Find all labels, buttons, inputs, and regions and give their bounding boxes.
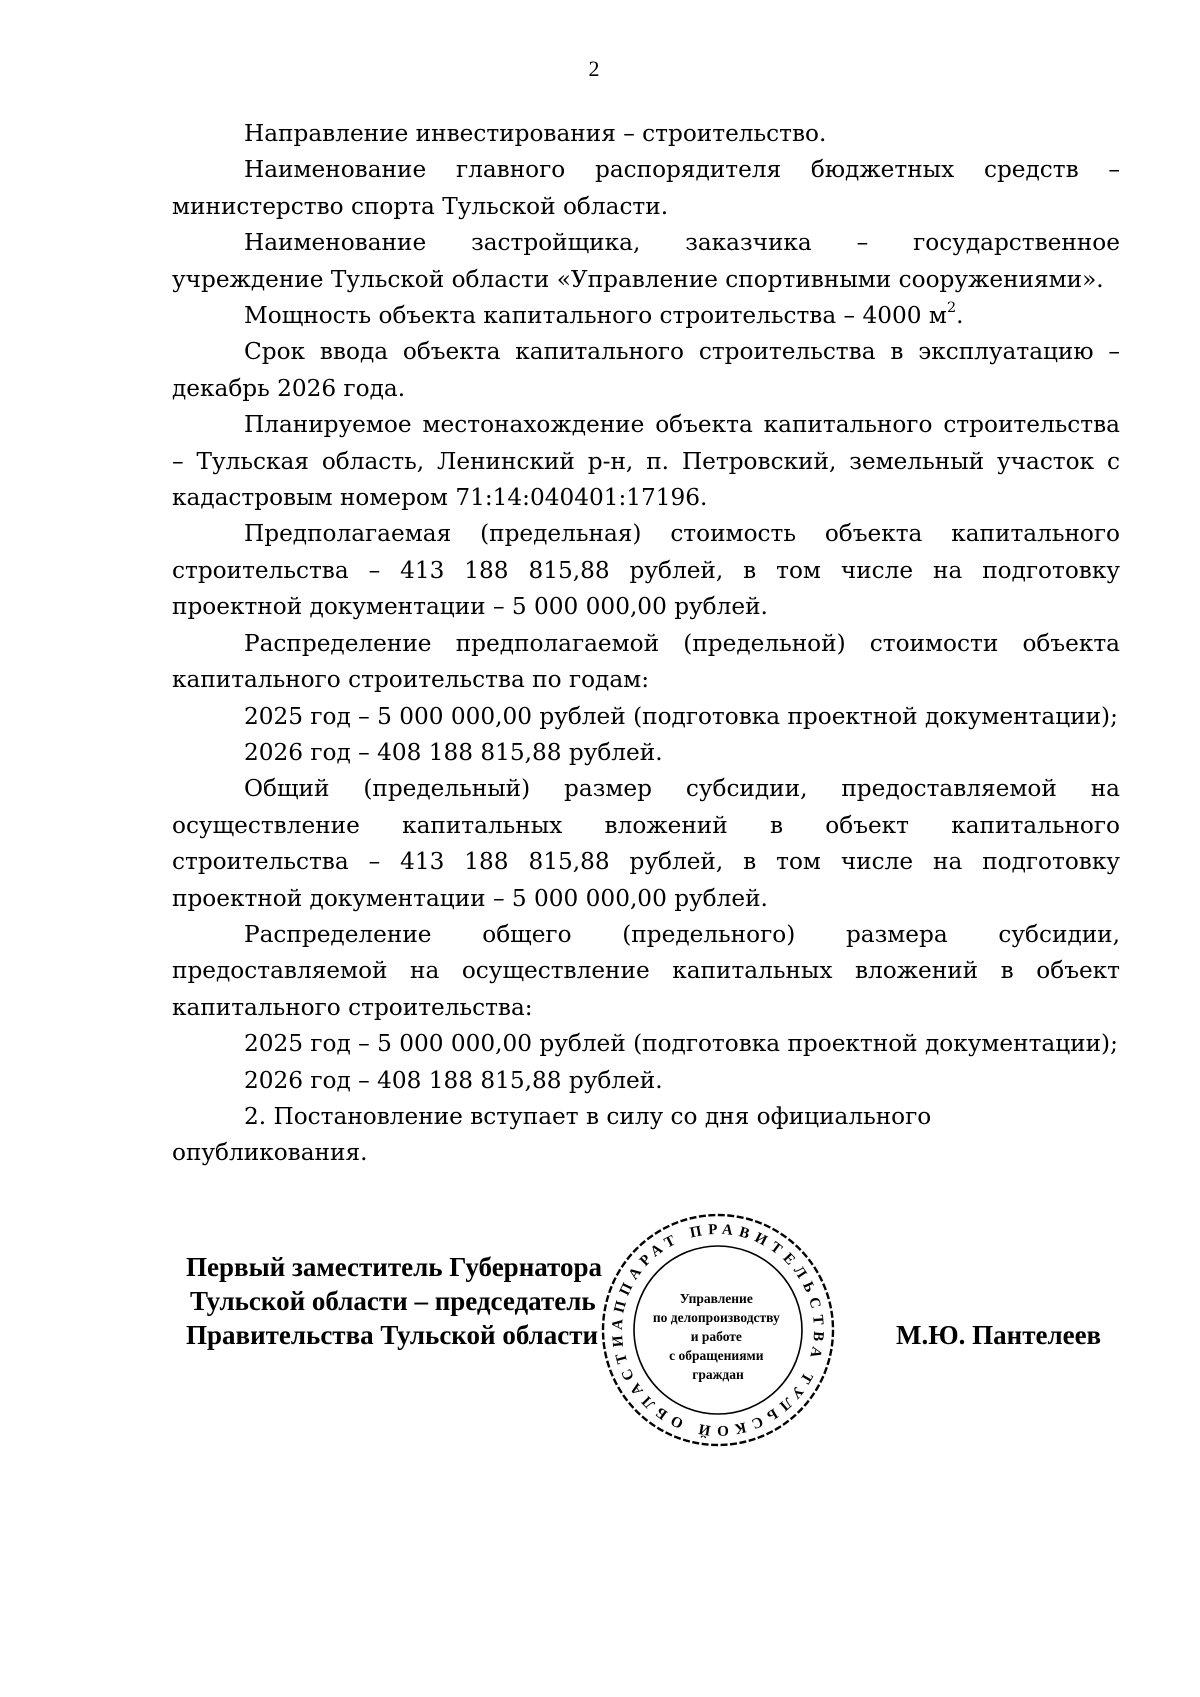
official-seal — [598, 1210, 838, 1450]
paragraph-capacity — [172, 298, 1120, 334]
capacity-label: Мощность объекта капитального строительства – — [244, 302, 863, 330]
signatory-title-line: Правительства Тульской области — [186, 1320, 599, 1350]
paragraph-effective-date: 2. Постановление вступает в силу со дня официального опубликования. — [172, 1102, 932, 1167]
paragraph-cost-2025: 2025 год – 5 000 000,00 рублей (подготовка проектной документации); — [244, 702, 1118, 730]
seal-center-text: Управление по делопроизводству и работе с обращениями граждан — [652, 1291, 780, 1382]
paragraph-commissioning-date: Срок ввода объекта капитального строительства в эксплуатацию – декабрь 2026 года. — [172, 338, 1120, 402]
signer-name: М.Ю. Пантелеев — [896, 1320, 1102, 1350]
paragraph-cost-distribution: Распределение предполагаемой (предельной) стоимости объекта капитального строительства по годам: — [172, 629, 1120, 694]
paragraph-subsidy-total: Общий (предельный) размер субсидии, предоставляемой на осуществление капитальных вложений в объект капитального строительства – 413 188 815,88 рублей, в том числе на подготовку проектной документации – 5 000 000,00 рублей. — [172, 775, 1120, 912]
signatory-title-line: Тульской области – председатель — [190, 1286, 596, 1316]
signatory-title — [186, 1250, 602, 1352]
paragraph-location: Планируемое местонахождение объекта капитального строительства – Тульская область, Ленинский р-н, п. Петровский, земельный участок с кадастровым номером 71:14:040401:17196. — [172, 411, 1120, 512]
capacity-value: 4000 м — [862, 302, 947, 330]
paragraph-budget-administrator: Наименование главного распорядителя бюджетных средств – министерство спорта Тульской области. — [172, 156, 1120, 220]
paragraph-developer: Наименование застройщика, заказчика – государственное учреждение Тульской области «Управление спортивными сооружениями». — [172, 229, 1120, 293]
paragraph-subsidy-2026: 2026 год – 408 188 815,88 рублей. — [244, 1066, 663, 1094]
paragraph-cost-2026: 2026 год – 408 188 815,88 рублей. — [244, 738, 663, 766]
paragraph-estimated-cost: Предполагаемая (предельная) стоимость объекта капитального строительства – 413 188 815,88 рублей, в том числе на подготовку проектной документации – 5 000 000,00 рублей. — [172, 520, 1120, 621]
paragraph-investment-direction: Направление инвестирования – строительство. — [244, 120, 827, 147]
seal-ring-text: АППАРАТ ПРАВИТЕЛЬСТВА ТУЛЬСКОЙ ОБЛАСТИ — [609, 1221, 827, 1439]
page-number: 2 — [588, 56, 600, 81]
capacity-power: 2 — [946, 300, 957, 317]
capacity-end: . — [956, 302, 964, 330]
paragraph-subsidy-2025: 2025 год – 5 000 000,00 рублей (подготовка проектной документации); — [244, 1030, 1118, 1058]
paragraph-subsidy-distribution: Распределение общего (предельного) размера субсидии, предоставляемой на осуществление капитальных вложений в объект капитального строительства: — [172, 920, 1120, 1021]
signatory-title-line: Первый заместитель Губернатора — [186, 1252, 602, 1282]
body-text — [172, 116, 1120, 1172]
